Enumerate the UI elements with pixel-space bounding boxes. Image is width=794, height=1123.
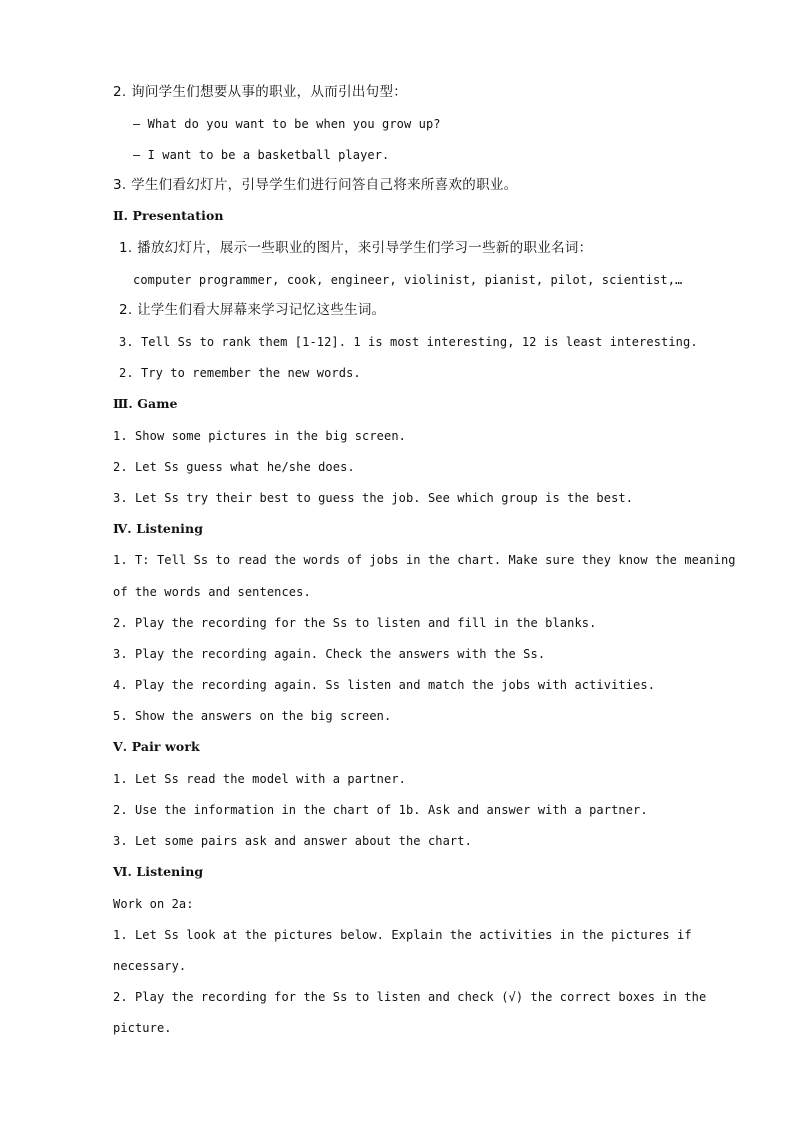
pairwork-item-3: 3. Let some pairs ask and answer about the chart.: [113, 834, 472, 848]
section-heading-game: Ⅲ. Game: [113, 396, 178, 411]
listening-item-1a: 1. T: Tell Ss to read the words of jobs in the chart. Make sure they know the meaning: [113, 553, 736, 567]
presentation-item-3: 3. Tell Ss to rank them [1-12]. 1 is most interesting, 12 is least interesting.: [119, 335, 698, 349]
game-item-2: 2. Let Ss guess what he/she does.: [113, 460, 355, 474]
intro-item-2: 2. 询问学生们想要从事的职业，从而引出句型：: [113, 84, 408, 100]
section-heading-listening: Ⅳ. Listening: [113, 521, 204, 536]
listening-item-5: 5. Show the answers on the big screen.: [113, 709, 392, 723]
listening-item-4: 4. Play the recording again. Ss listen and match the jobs with activities.: [113, 678, 656, 692]
listening-item-3: 3. Play the recording again. Check the answers with the Ss.: [113, 647, 546, 661]
presentation-item-1: 1. 播放幻灯片，展示一些职业的图片，来引导学生们学习一些新的职业名词：: [119, 240, 593, 256]
presentation-item-4: 2. Try to remember the new words.: [119, 366, 361, 380]
presentation-item-2: 2. 让学生们看大屏幕来学习记忆这些生词。: [119, 302, 386, 318]
game-item-1: 1. Show some pictures in the big screen.: [113, 429, 406, 443]
pairwork-item-2: 2. Use the information in the chart of 1b. Ask and answer with a partner.: [113, 803, 648, 817]
section-heading-presentation: Ⅱ. Presentation: [113, 208, 224, 223]
dialog-line-2: — I want to be a basketball player.: [133, 148, 390, 162]
work-on-2a: Work on 2a:: [113, 897, 194, 911]
section-heading-listening-2: Ⅵ. Listening: [113, 864, 204, 879]
listening2-item-2b: picture.: [113, 1021, 172, 1035]
dialog-line-1: — What do you want to be when you grow up?: [133, 117, 441, 131]
game-item-3: 3. Let Ss try their best to guess the job. See which group is the best.: [113, 491, 634, 505]
pairwork-item-1: 1. Let Ss read the model with a partner.: [113, 772, 406, 786]
presentation-words: computer programmer, cook, engineer, violinist, pianist, pilot, scientist,…: [133, 273, 683, 287]
listening-item-2: 2. Play the recording for the Ss to listen and fill in the blanks.: [113, 616, 597, 630]
listening-item-1b: of the words and sentences.: [113, 585, 311, 599]
listening2-item-1b: necessary.: [113, 959, 187, 973]
listening2-item-2a: 2. Play the recording for the Ss to listen and check (√) the correct boxes in the: [113, 990, 707, 1004]
section-heading-pair-work: Ⅴ. Pair work: [113, 739, 200, 754]
listening2-item-1a: 1. Let Ss look at the pictures below. Explain the activities in the pictures if: [113, 928, 692, 942]
intro-item-3: 3. 学生们看幻灯片，引导学生们进行问答自己将来所喜欢的职业。: [113, 177, 518, 193]
